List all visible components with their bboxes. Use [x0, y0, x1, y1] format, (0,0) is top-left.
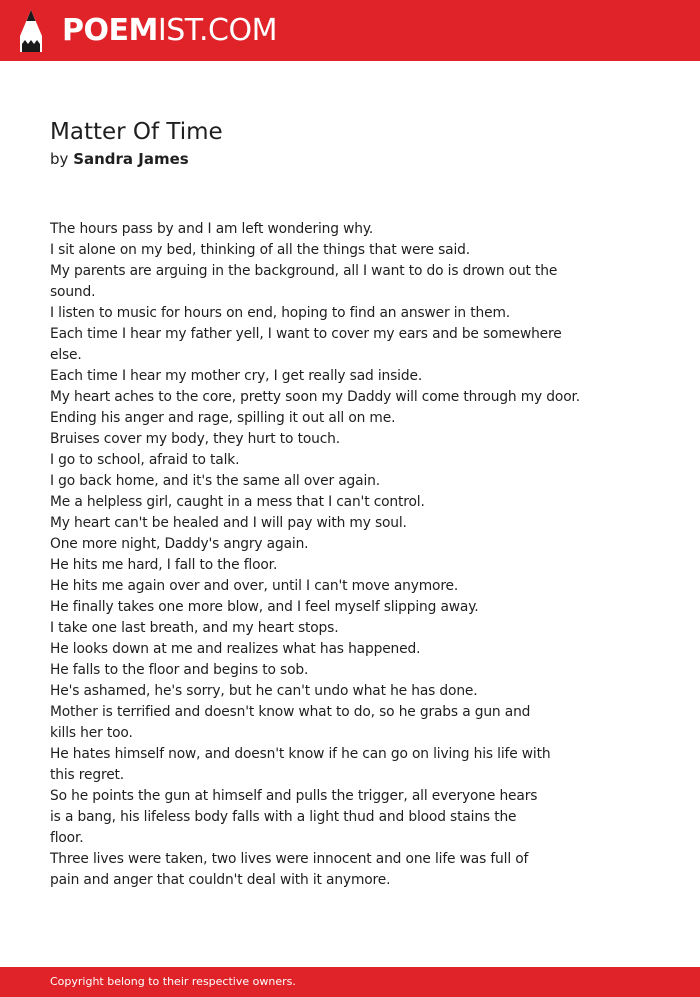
byline-prefix: by: [50, 150, 69, 168]
poem-line: My heart can't be healed and I will pay with my soul.: [50, 515, 407, 531]
poem-line: Bruises cover my body, they hurt to touch.: [50, 431, 340, 447]
logo-light-part: IST.COM: [157, 13, 277, 48]
poem-line: One more night, Daddy's angry again.: [50, 536, 309, 552]
poem-author: Sandra James: [73, 150, 189, 168]
poem-line: is a bang, his lifeless body falls with a light thud and blood stains the: [50, 809, 517, 825]
logo-bold-part: POEM: [62, 13, 158, 48]
poem-line: My heart aches to the core, pretty soon my Daddy will come through my door.: [50, 389, 580, 405]
poem-title: Matter Of Time: [50, 119, 223, 145]
poem-line: Me a helpless girl, caught in a mess that I can't control.: [50, 494, 425, 510]
poem-line: He hits me again over and over, until I can't move anymore.: [50, 578, 459, 594]
poem-line: I sit alone on my bed, thinking of all the things that were said.: [50, 242, 470, 258]
pencil-logo-icon[interactable]: [18, 9, 44, 53]
poem-line: He's ashamed, he's sorry, but he can't undo what he has done.: [50, 683, 478, 699]
poem-line: The hours pass by and I am left wondering why.: [50, 221, 374, 237]
poem-line: He hates himself now, and doesn't know if he can go on living his life with: [50, 746, 551, 762]
site-footer: [0, 967, 700, 997]
poem-line: I listen to music for hours on end, hoping to find an answer in them.: [50, 305, 510, 321]
poem-line: So he points the gun at himself and pulls the trigger, all everyone hears: [50, 788, 538, 804]
site-header: [0, 0, 700, 61]
poem-line: Ending his anger and rage, spilling it out all on me.: [50, 410, 396, 426]
poem-line: He hits me hard, I fall to the floor.: [50, 557, 278, 573]
poem-line: Each time I hear my father yell, I want to cover my ears and be somewhere: [50, 326, 562, 342]
poem-line: My parents are arguing in the background, all I want to do is drown out the: [50, 263, 558, 279]
poem-line: I take one last breath, and my heart stops.: [50, 620, 339, 636]
poem-line: Each time I hear my mother cry, I get really sad inside.: [50, 368, 423, 384]
poem-line: He falls to the floor and begins to sob.: [50, 662, 309, 678]
poem-line: kills her too.: [50, 725, 133, 741]
poem-line: this regret.: [50, 767, 125, 783]
poem-line: I go back home, and it's the same all over again.: [50, 473, 380, 489]
poem-line: sound.: [50, 284, 96, 300]
poem-line: He finally takes one more blow, and I feel myself slipping away.: [50, 599, 479, 615]
poem-line: Three lives were taken, two lives were innocent and one life was full of: [50, 851, 529, 867]
poem-body: [50, 219, 620, 891]
poem-line: floor.: [50, 830, 84, 846]
poem-line: I go to school, afraid to talk.: [50, 452, 240, 468]
poem-byline: [50, 149, 189, 169]
poem-line: Mother is terrified and doesn't know what to do, so he grabs a gun and: [50, 704, 531, 720]
site-logo-text[interactable]: [62, 10, 277, 52]
poem-line: else.: [50, 347, 82, 363]
copyright-text: Copyright belong to their respective owners.: [50, 975, 296, 988]
poem-line: He looks down at me and realizes what has happened.: [50, 641, 421, 657]
poem-line: pain and anger that couldn't deal with it anymore.: [50, 872, 391, 888]
